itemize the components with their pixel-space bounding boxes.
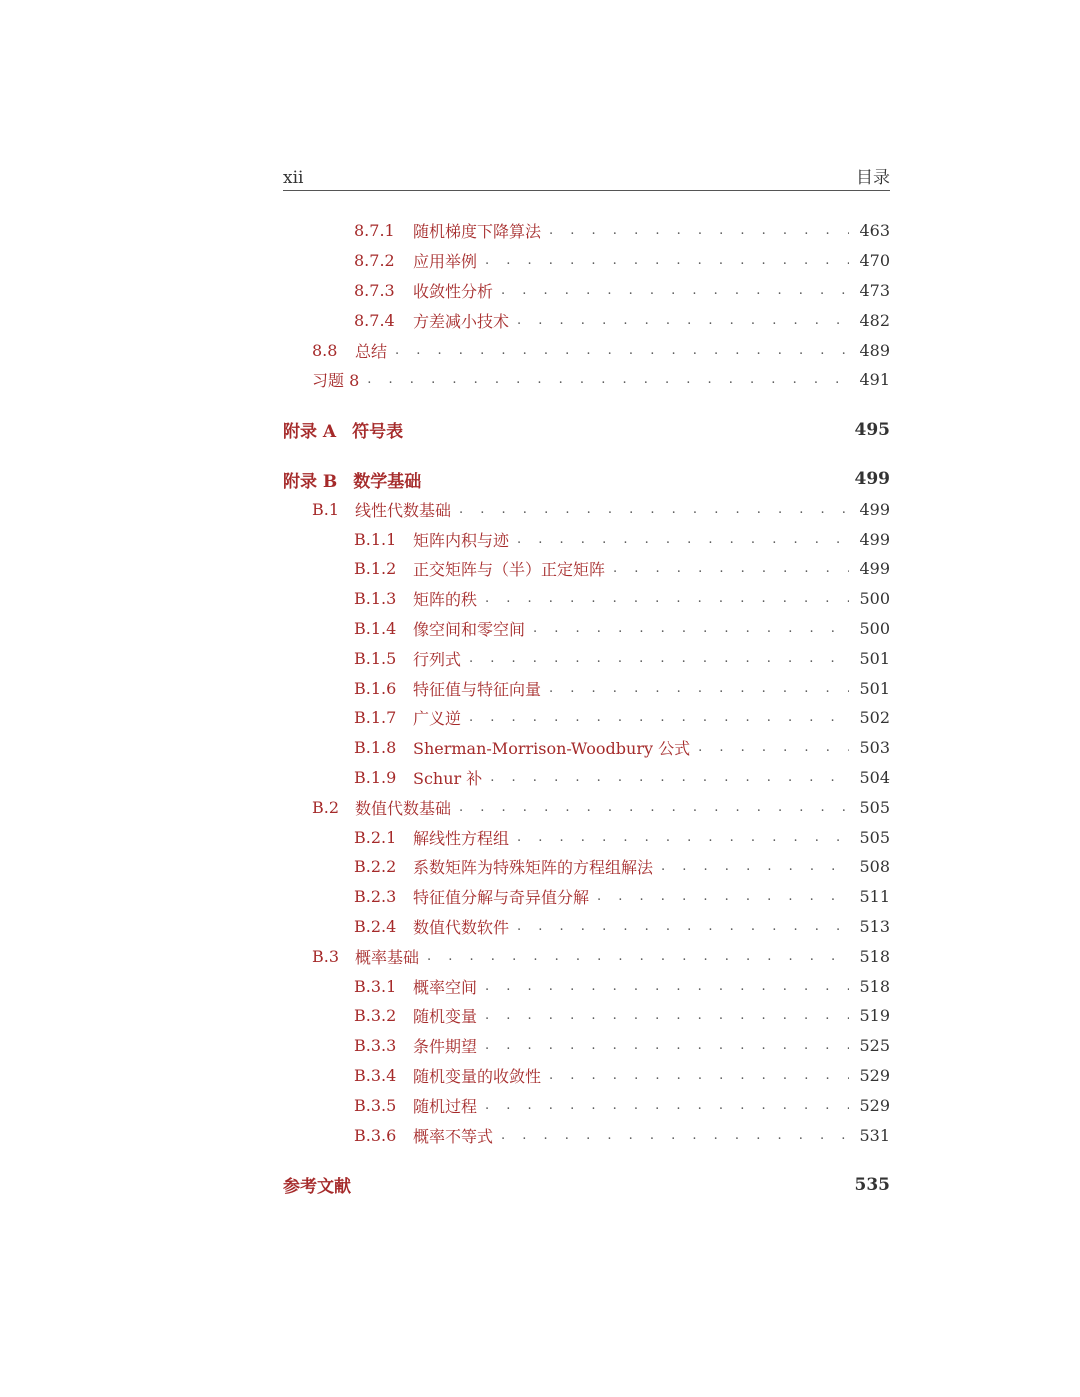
- entry-title: 正交矩阵与（半）正定矩阵: [413, 560, 606, 580]
- table-of-contents: [283, 216, 890, 1200]
- leader-dots: [613, 561, 849, 576]
- entry-page: 505: [859, 827, 890, 847]
- entry-page: 519: [859, 1006, 890, 1026]
- toc-chapter[interactable]: [283, 465, 890, 495]
- toc-entry[interactable]: [283, 335, 890, 365]
- leader-dots: [367, 372, 849, 387]
- entry-page: 499: [859, 499, 890, 519]
- running-title: 目录: [856, 168, 890, 188]
- toc-entry[interactable]: [283, 971, 890, 1001]
- leader-dots: [485, 253, 849, 268]
- toc-entry[interactable]: [283, 643, 890, 673]
- entry-page: 482: [859, 310, 890, 330]
- chapter-page: 535: [854, 1174, 890, 1195]
- chapter-title: 数学基础: [353, 471, 422, 492]
- entry-page: 463: [859, 221, 890, 241]
- toc-entry[interactable]: [283, 703, 890, 733]
- entry-page: 518: [859, 946, 890, 966]
- entry-title: 线性代数基础: [355, 500, 452, 520]
- entry-title: 方差减小技术: [413, 311, 510, 331]
- leader-dots: [459, 502, 849, 517]
- leader-dots: [661, 859, 849, 874]
- toc-entry[interactable]: [283, 554, 890, 584]
- toc-entry[interactable]: [283, 494, 890, 524]
- entry-number: B.1.4: [354, 618, 397, 638]
- leader-dots: [517, 313, 849, 328]
- entry-number: B.1: [312, 499, 340, 519]
- entry-page: 513: [859, 916, 890, 936]
- entry-number: B.1.8: [354, 738, 397, 758]
- leader-dots: [485, 1008, 849, 1023]
- entry-title: 特征值与特征向量: [413, 679, 542, 699]
- chapter-title: 符号表: [352, 422, 404, 443]
- toc-entry[interactable]: [283, 276, 890, 306]
- entry-number: B.1.5: [354, 648, 397, 668]
- entry-number: B.1.7: [354, 708, 397, 728]
- entry-page: 501: [859, 678, 890, 698]
- leader-dots: [501, 1128, 849, 1143]
- leader-dots: [698, 740, 849, 755]
- entry-title: 随机变量: [413, 1007, 478, 1027]
- leader-dots: [427, 949, 849, 964]
- entry-number: B.1.1: [354, 529, 397, 549]
- entry-number: B.3.6: [354, 1125, 397, 1145]
- entry-number: B.3: [312, 946, 340, 966]
- entry-number: 8.7.4: [354, 310, 395, 330]
- entry-page: 529: [859, 1095, 890, 1115]
- entry-page: 470: [859, 251, 890, 271]
- toc-entry[interactable]: [283, 524, 890, 554]
- toc-entry[interactable]: [283, 763, 890, 793]
- chapter-page: 499: [854, 469, 890, 490]
- leader-dots: [517, 919, 849, 934]
- entry-number: B.2.3: [354, 887, 397, 907]
- toc-entry[interactable]: [283, 733, 890, 763]
- entry-page: 531: [859, 1125, 890, 1145]
- entry-number: B.2: [312, 797, 340, 817]
- entry-number: B.3.3: [354, 1036, 397, 1056]
- entry-page: 501: [859, 648, 890, 668]
- entry-number: B.2.4: [354, 916, 397, 936]
- entry-page: 511: [859, 887, 890, 907]
- entry-number: 8.8: [312, 340, 338, 360]
- entry-title: 条件期望: [413, 1037, 478, 1057]
- toc-entry[interactable]: [283, 882, 890, 912]
- leader-dots: [533, 621, 849, 636]
- leader-dots: [549, 223, 849, 238]
- entry-page: 500: [859, 589, 890, 609]
- entry-page: 504: [859, 767, 890, 787]
- toc-entry[interactable]: [283, 1001, 890, 1031]
- leader-dots: [485, 1038, 849, 1053]
- entry-page: 503: [859, 738, 890, 758]
- entry-title: 数值代数基础: [355, 798, 452, 818]
- toc-entry[interactable]: [283, 1120, 890, 1150]
- leader-dots: [490, 770, 849, 785]
- entry-page: 508: [859, 857, 890, 877]
- toc-entry[interactable]: [283, 614, 890, 644]
- page-number-header: xii: [283, 168, 304, 188]
- toc-entry[interactable]: [283, 912, 890, 942]
- leader-dots: [549, 1068, 849, 1083]
- toc-entry[interactable]: [283, 216, 890, 246]
- entry-page: 502: [859, 708, 890, 728]
- entry-page: 525: [859, 1036, 890, 1056]
- entry-number: B.3.4: [354, 1065, 397, 1085]
- chapter-label: 附录 A: [283, 422, 337, 443]
- toc-entry[interactable]: [283, 1061, 890, 1091]
- entry-title: 随机变量的收敛性: [413, 1066, 542, 1086]
- entry-page: 529: [859, 1065, 890, 1085]
- entry-page: 500: [859, 618, 890, 638]
- entry-number: 8.7.1: [354, 221, 395, 241]
- entry-number: B.2.2: [354, 857, 397, 877]
- entry-page: 489: [859, 340, 890, 360]
- chapter-label: 附录 B: [283, 471, 338, 492]
- entry-title: Sherman-Morrison-Woodbury 公式: [413, 739, 691, 759]
- toc-entry[interactable]: [283, 852, 890, 882]
- toc-entry[interactable]: [283, 246, 890, 276]
- entry-number: B.1.2: [354, 559, 397, 579]
- toc-chapter[interactable]: [283, 1170, 890, 1200]
- entry-page: 518: [859, 976, 890, 996]
- leader-dots: [395, 343, 849, 358]
- toc-entry[interactable]: [283, 822, 890, 852]
- entry-title: 应用举例: [413, 252, 478, 272]
- entry-number: B.2.1: [354, 827, 397, 847]
- entry-page: 505: [859, 797, 890, 817]
- toc-entry[interactable]: [283, 365, 890, 395]
- entry-title: Schur 补: [413, 768, 483, 788]
- entry-title: 概率空间: [413, 977, 478, 997]
- leader-dots: [517, 532, 849, 547]
- entry-number: B.3.2: [354, 1006, 397, 1026]
- entry-title: 习题 8: [312, 371, 360, 391]
- toc-entry[interactable]: [283, 941, 890, 971]
- toc-entry[interactable]: [283, 1090, 890, 1120]
- leader-dots: [459, 800, 849, 815]
- leader-dots: [485, 591, 849, 606]
- toc-entry[interactable]: [283, 1031, 890, 1061]
- entry-number: 8.7.3: [354, 280, 395, 300]
- leader-dots: [469, 710, 849, 725]
- entry-title: 矩阵内积与迹: [413, 530, 510, 550]
- leader-dots: [549, 681, 849, 696]
- entry-title: 概率基础: [355, 947, 420, 967]
- chapter-title: 参考文献: [283, 1177, 351, 1198]
- toc-entry[interactable]: [283, 305, 890, 335]
- entry-number: 8.7.2: [354, 251, 395, 271]
- entry-page: 473: [859, 280, 890, 300]
- entry-number: B.3.5: [354, 1095, 397, 1115]
- leader-dots: [485, 979, 849, 994]
- entry-title: 收敛性分析: [413, 281, 494, 301]
- entry-page: 499: [859, 529, 890, 549]
- entry-page: 491: [859, 370, 890, 390]
- leader-dots: [597, 889, 849, 904]
- entry-page: 499: [859, 559, 890, 579]
- leader-dots: [485, 1098, 849, 1113]
- leader-dots: [501, 283, 849, 298]
- entry-title: 概率不等式: [413, 1126, 494, 1146]
- page-header: [283, 162, 890, 191]
- toc-entry[interactable]: [283, 673, 890, 703]
- entry-title: 数值代数软件: [413, 917, 510, 937]
- entry-number: B.3.1: [354, 976, 397, 996]
- entry-title: 像空间和零空间: [413, 619, 526, 639]
- entry-title: 矩阵的秩: [413, 590, 478, 610]
- entry-number: B.1.6: [354, 678, 397, 698]
- entry-title: 系数矩阵为特殊矩阵的方程组解法: [413, 858, 654, 878]
- entry-title: 行列式: [413, 649, 462, 669]
- entry-title: 特征值分解与奇异值分解: [413, 888, 590, 908]
- toc-entry[interactable]: [283, 584, 890, 614]
- entry-title: 随机过程: [413, 1096, 478, 1116]
- entry-title: 解线性方程组: [413, 828, 510, 848]
- entry-title: 随机梯度下降算法: [413, 222, 542, 242]
- toc-chapter[interactable]: [283, 415, 890, 445]
- chapter-page: 495: [854, 419, 890, 440]
- entry-title: 总结: [355, 341, 388, 361]
- toc-entry[interactable]: [283, 792, 890, 822]
- leader-dots: [469, 651, 849, 666]
- leader-dots: [517, 830, 849, 845]
- entry-title: 广义逆: [413, 709, 462, 729]
- entry-number: B.1.3: [354, 589, 397, 609]
- entry-number: B.1.9: [354, 767, 397, 787]
